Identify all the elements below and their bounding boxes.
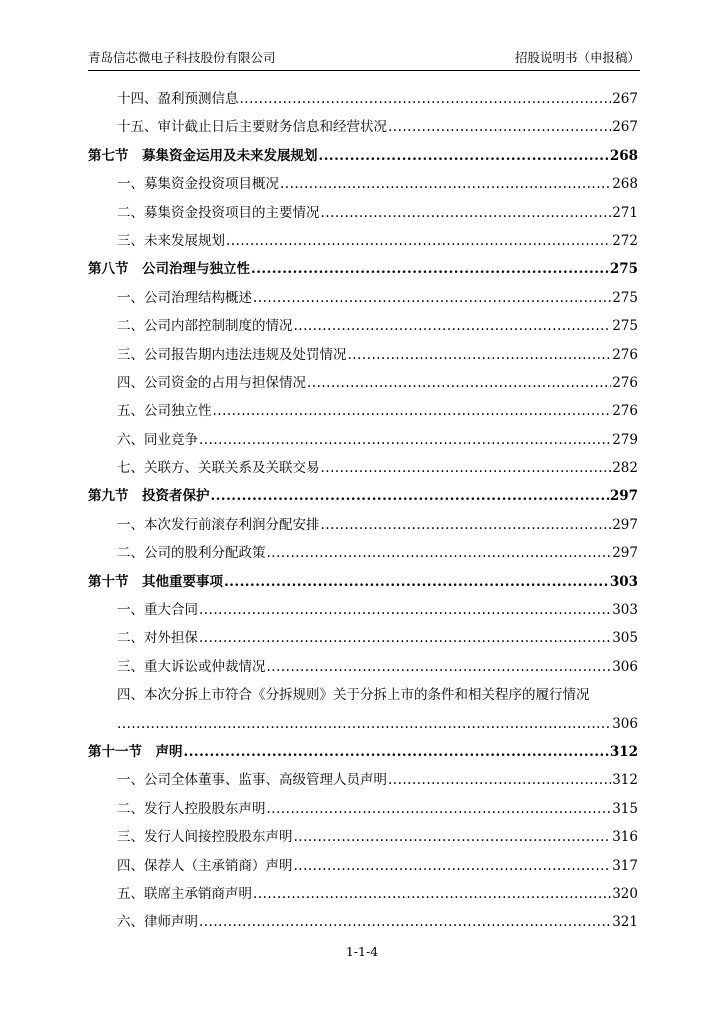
toc-entry[interactable]	[88, 880, 638, 908]
header-doc-type: 招股说明书（申报稿）	[514, 50, 640, 65]
toc-leader-dots	[294, 852, 612, 880]
toc-entry-title: 四、保荐人（主承销商）声明	[117, 857, 293, 874]
toc-leader-dots	[294, 312, 612, 340]
toc-entry-title: 一、募集资金投资项目概况	[117, 176, 279, 193]
toc-leader-dots	[226, 227, 611, 255]
toc-entry-title: 一、公司全体董事、监事、高级管理人员声明	[117, 772, 387, 789]
toc-entry-title: 六、同业竞争	[117, 431, 198, 448]
toc-entry-title: 三、未来发展规划	[117, 232, 225, 249]
toc-entry[interactable]	[88, 227, 638, 255]
toc-entry[interactable]	[88, 454, 638, 482]
toc-entry-page: 315	[612, 800, 638, 817]
toc-entry-title: 一、公司治理结构概述	[117, 289, 252, 306]
toc-leader-dots	[294, 823, 612, 851]
toc-entry-title: 第八节 公司治理与独立性	[88, 261, 250, 278]
toc-entry-title: 四、本次分拆上市符合《分拆规则》关于分拆上市的条件和相关程序的履行情况	[117, 687, 590, 704]
toc-entry[interactable]	[88, 511, 638, 539]
toc-entry-title: 五、公司独立性	[117, 403, 212, 420]
toc-leader-dots	[321, 454, 612, 482]
toc-entry-page: 306	[612, 715, 638, 732]
toc-leader-dots	[267, 795, 612, 823]
toc-entry-page: 297	[612, 516, 638, 533]
page-header	[88, 48, 640, 71]
toc-entry-page: 276	[612, 346, 638, 363]
toc-entry-page: 303	[609, 573, 638, 590]
toc-entry-title: 三、公司报告期内违法违规及处罚情况	[117, 346, 347, 363]
toc-entry-page: 282	[612, 460, 638, 477]
toc-entry-page: 275	[609, 261, 638, 278]
toc-entry-title: 三、发行人间接控股股东声明	[117, 829, 293, 846]
toc-entry-title: 四、公司资金的占用与担保情况	[117, 374, 306, 391]
toc-leader-dots	[251, 255, 609, 283]
toc-entry-page: 276	[612, 403, 638, 420]
toc-leader-dots	[307, 369, 611, 397]
toc-leader-dots	[199, 596, 611, 624]
toc-entry[interactable]	[88, 369, 638, 397]
toc-entry-title: 十五、审计截止日后主要财务信息和经营状况	[117, 119, 387, 136]
toc-entry-title: 二、对外担保	[117, 630, 198, 647]
toc-entry-page: 279	[612, 431, 638, 448]
toc-entry[interactable]	[88, 596, 638, 624]
toc-entry-page: 275	[612, 289, 638, 306]
toc-entry-page: 297	[609, 488, 638, 505]
toc-entry-title: 五、联席主承销商声明	[117, 885, 252, 902]
toc-leader-dots	[213, 397, 612, 425]
toc-entry-page: 316	[612, 829, 638, 846]
table-of-contents	[88, 85, 638, 937]
toc-leader-dots	[240, 85, 612, 113]
toc-entry-page: 267	[612, 119, 638, 136]
toc-chapter[interactable]	[88, 255, 638, 283]
toc-leader-dots	[253, 880, 611, 908]
toc-entry-title: 二、发行人控股股东声明	[117, 800, 266, 817]
toc-leader-dots	[211, 482, 609, 510]
toc-leader-dots	[319, 142, 609, 170]
toc-leader-dots	[388, 113, 611, 141]
toc-entry-title: 第十一节 声明	[88, 743, 183, 760]
toc-leader-dots	[321, 199, 612, 227]
page-footer	[0, 944, 724, 959]
toc-entry[interactable]	[88, 170, 638, 198]
header-company: 青岛信芯微电子科技股份有限公司	[88, 50, 276, 65]
toc-entry-page: 267	[612, 91, 638, 107]
toc-chapter[interactable]	[88, 738, 638, 766]
toc-leader-dots	[199, 908, 611, 936]
toc-entry[interactable]	[88, 681, 638, 709]
toc-chapter[interactable]	[88, 568, 638, 596]
page-number: 1-1-4	[345, 944, 379, 959]
toc-entry[interactable]	[88, 199, 638, 227]
toc-entry-page: 268	[612, 176, 638, 193]
toc-entry-page: 317	[612, 857, 638, 874]
toc-entry-page: 312	[612, 772, 638, 789]
toc-entry-title: 一、本次发行前滚存利润分配安排	[117, 516, 320, 533]
toc-leader-dots	[321, 511, 612, 539]
toc-entry-page: 268	[609, 147, 638, 164]
toc-leader-dots	[224, 568, 609, 596]
toc-entry-page: 312	[609, 743, 638, 760]
toc-entry-page: 271	[612, 204, 638, 221]
toc-leader-dots	[199, 624, 611, 652]
toc-entry[interactable]	[88, 312, 638, 340]
toc-entry-title: 第七节 募集资金运用及未来发展规划	[88, 147, 318, 164]
toc-entry[interactable]	[88, 908, 638, 936]
toc-entry-title: 十四、盈利预测信息	[117, 91, 239, 107]
toc-leader-dots	[267, 539, 612, 567]
toc-entry-page: 276	[612, 374, 638, 391]
toc-entry-page: 275	[612, 318, 638, 335]
toc-entry-title: 二、公司内部控制制度的情况	[117, 318, 293, 335]
toc-entry[interactable]	[88, 85, 638, 113]
toc-entry-continuation[interactable]	[88, 710, 638, 738]
toc-entry[interactable]	[88, 852, 638, 880]
toc-chapter[interactable]	[88, 482, 638, 510]
toc-entry-page: 305	[612, 630, 638, 647]
toc-entry[interactable]	[88, 426, 638, 454]
toc-entry[interactable]	[88, 539, 638, 567]
toc-entry[interactable]	[88, 397, 638, 425]
toc-entry[interactable]	[88, 284, 638, 312]
toc-entry[interactable]	[88, 341, 638, 369]
toc-entry[interactable]	[88, 624, 638, 652]
toc-entry-page: 303	[612, 602, 638, 619]
toc-entry-title: 第十节 其他重要事项	[88, 573, 223, 590]
toc-entry-page: 320	[612, 885, 638, 902]
toc-entry-page: 306	[612, 658, 638, 675]
toc-entry-title: 二、公司的股利分配政策	[117, 545, 266, 562]
toc-entry-page: 297	[612, 545, 638, 562]
toc-leader-dots	[348, 341, 612, 369]
toc-leader-dots	[253, 284, 611, 312]
toc-leader-dots	[388, 766, 611, 794]
toc-entry-title: 三、重大诉讼或仲裁情况	[117, 658, 266, 675]
toc-entry[interactable]	[88, 113, 638, 141]
toc-leader-dots	[117, 710, 611, 738]
toc-entry[interactable]	[88, 766, 638, 794]
toc-entry-title: 七、关联方、关联关系及关联交易	[117, 460, 320, 477]
toc-entry-page: 321	[612, 914, 638, 931]
toc-entry[interactable]	[88, 795, 638, 823]
toc-leader-dots	[267, 653, 612, 681]
toc-leader-dots	[184, 738, 609, 766]
toc-entry[interactable]	[88, 823, 638, 851]
toc-entry-page: 272	[612, 232, 638, 249]
toc-chapter[interactable]	[88, 142, 638, 170]
toc-entry-title: 第九节 投资者保护	[88, 488, 210, 505]
toc-entry-title: 一、重大合同	[117, 602, 198, 619]
toc-entry-title: 二、募集资金投资项目的主要情况	[117, 204, 320, 221]
toc-entry-title: 六、律师声明	[117, 914, 198, 931]
toc-leader-dots	[199, 426, 611, 454]
toc-entry[interactable]	[88, 653, 638, 681]
toc-leader-dots	[280, 170, 611, 198]
